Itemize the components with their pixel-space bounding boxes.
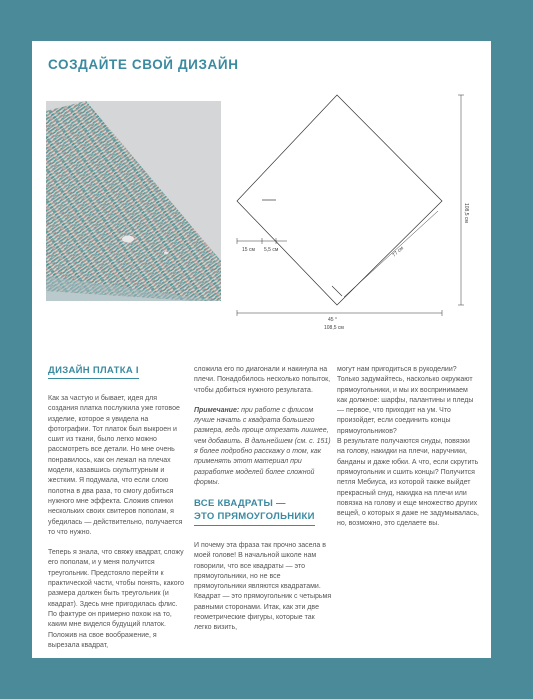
book-page (32, 41, 491, 658)
column-1 (48, 394, 186, 661)
col2-paragraph-2: И почему эта фраза так прочно засела в моей голове! В начальной школе нам говорили, что все квадраты — это прямоугольники, но не все прямоугольники являются квадратами. Квадрат — это прямоугольник с четырьмя равными сторонами. Итак, как эти две геометрические фигуры, которые так легко визить, (194, 542, 332, 632)
note-text: при работе с флисом лучше начать с квадрата большего размера, ведь проще отрезать лишнее, чем добавить. В дальнейшем (см. с. 151) я более подробно расскажу о том, как применять этот материал при разработке моделей более сложной формы. (194, 406, 331, 486)
shawl-diagram (232, 91, 482, 346)
col3-paragraph-2: В результате получаются снуды, повязки на голову, накидки на плечи, наручники, банданы и даже юбки. А что, если скрутить прямоугольник и сшить концы? Получится петля Мебиуса, из которой также выйдет прекрасный снуд, накидка на плечи или повязка на голову и еще множество других вещей, о которых я даже не задумывалась, но, возможно, это сделаете вы. (337, 438, 480, 528)
col1-paragraph-2: Теперь я знала, что свяжу квадрат, сложу его пополам, и у меня получится треугольник. Предстояло перейти к практической части, чтобы понять, какого размера должен быть треугольник (и квадрат). Здесь мне пригодилась флис. По фактуре он примерно похож на то, каким мне виделся будущий платок. Положив на свое воображение, я вырезала квадрат, (48, 549, 184, 649)
dim-right: 108,5 см (463, 203, 469, 223)
note-paragraph (194, 406, 334, 488)
dim-bottom: 108,5 см (324, 325, 344, 331)
shawl-image (46, 101, 221, 301)
column-3 (337, 365, 479, 540)
dim-diag: 77 см (391, 245, 405, 259)
col3-paragraph-1: могут нам пригодиться в рукоделии? Только задумайтесь, насколько окружают прямоугольники, и мы их воспринимаем как должное: шарфы, палантины и пледы — первое, что приходит на ум. Что произойдет, если соединить концы прямоугольников? (337, 366, 474, 435)
dim-angle: 45 ° (328, 317, 337, 323)
dim-left-b: 5,5 см (264, 247, 279, 253)
col2-paragraph-1: сложила его по диагонали и накинула на плечи. Понадобилось несколько попыток, чтобы добиться нужного результата. (194, 366, 331, 394)
note-label: Примечание: (194, 406, 240, 414)
col1-paragraph-1: Как за частую и бывает, идея для создания платка послужила уже готовое изделие, которое я увидела на фотографии. Тот платок был выкроен и сшит из ткани, было легко можно рассмотреть все детали. Но мне очень понравилось, как он лежал на плечах модели, казавшись скульптурным и жестким. Я подумала, что если слою полотна в два раза, то смогу добиться нужного мне эффекта. Сложив спинки нескольких своих свитеров пополам, я убедилась — действительно, получается то что нужно. (48, 395, 183, 536)
page-title: СОЗДАЙТЕ СВОЙ ДИЗАЙН (48, 57, 239, 72)
section-heading-1: ДИЗАЙН ПЛАТКА I (48, 365, 139, 379)
col2-paragraph-2-wrap (194, 541, 334, 644)
dim-left-a: 15 см (242, 247, 255, 253)
section-heading-2: ВСЕ КВАДРАТЫ — ЭТО ПРЯМОУГОЛЬНИКИ (194, 497, 315, 526)
shawl-diagram-svg (232, 91, 482, 346)
column-2 (194, 365, 334, 498)
shawl-photo (46, 101, 221, 301)
